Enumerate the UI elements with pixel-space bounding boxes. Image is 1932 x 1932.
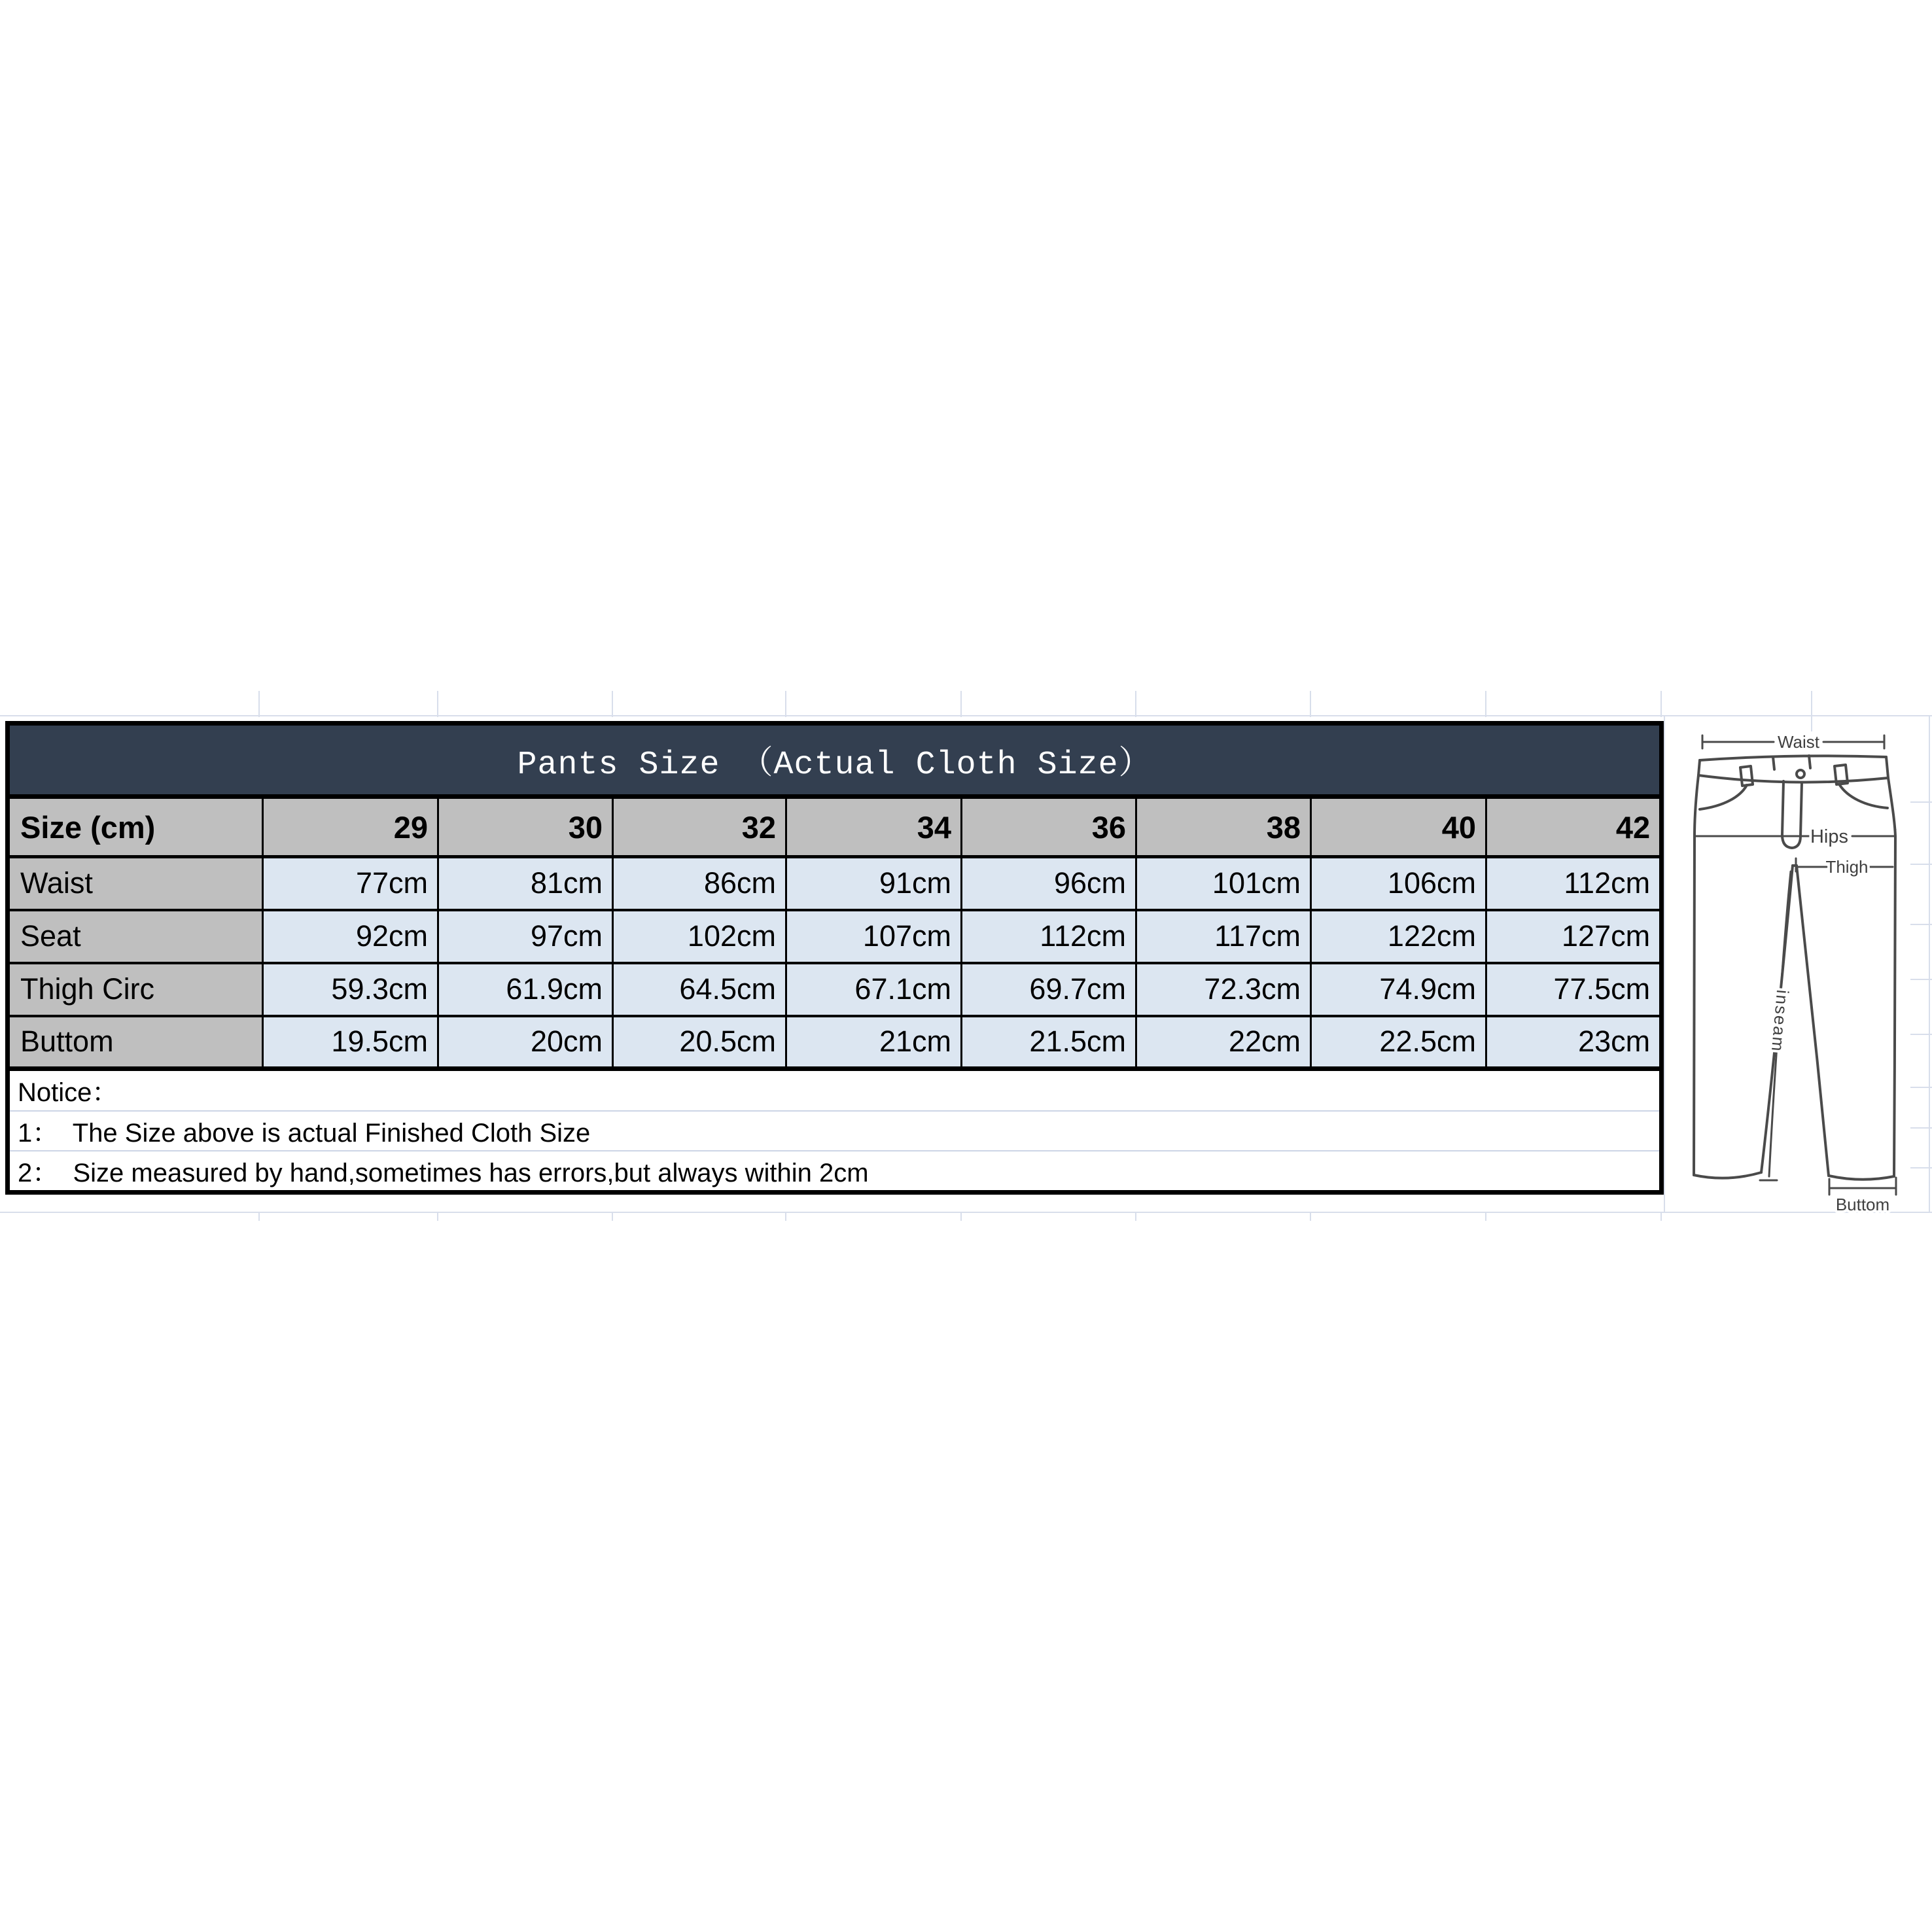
pocket-right: [1840, 785, 1888, 808]
measurement-cell: 77.5cm: [1486, 963, 1662, 1016]
sheet-gridline-tick: [1310, 691, 1311, 717]
measurement-cell: 19.5cm: [263, 1016, 438, 1069]
diagram-label-hips: Hips: [1810, 826, 1849, 847]
notice-line: 1： The Size above is actual Finished Cloth Size: [8, 1111, 1662, 1151]
measurement-cell: 127cm: [1486, 910, 1662, 963]
size-header-cell: 38: [1136, 797, 1311, 857]
size-header-cell: 29: [263, 797, 438, 857]
measurement-cell: 91cm: [786, 857, 962, 910]
size-header-cell: 40: [1311, 797, 1486, 857]
row-label: Buttom: [8, 1016, 263, 1069]
measurement-cell: 96cm: [962, 857, 1136, 910]
measurement-cell: 67.1cm: [786, 963, 962, 1016]
button: [1797, 770, 1804, 778]
measurement-cell: 22.5cm: [1311, 1016, 1486, 1069]
measurement-cell: 69.7cm: [962, 963, 1136, 1016]
size-header-row: [8, 797, 1662, 857]
measurement-cell: 81cm: [438, 857, 613, 910]
notice-heading-row: [8, 1069, 1662, 1111]
measurement-cell: 23cm: [1486, 1016, 1662, 1069]
measurement-cell: 61.9cm: [438, 963, 613, 1016]
size-chart-table: [5, 721, 1664, 1195]
size-table-body: [8, 724, 1662, 1193]
pants-waistband: [1698, 756, 1888, 786]
sheet-gridline-horizontal-bottom: [0, 1212, 1932, 1213]
size-header-label: Size (cm): [8, 797, 263, 857]
notice-line-row: [8, 1151, 1662, 1193]
sheet-gridline-tick: [437, 1213, 438, 1221]
measurement-cell: 20.5cm: [613, 1016, 786, 1069]
measurement-cell: 97cm: [438, 910, 613, 963]
measurement-cell: 86cm: [613, 857, 786, 910]
sheet-gridline-tick: [437, 691, 438, 717]
measurement-cell: 22cm: [1136, 1016, 1311, 1069]
sheet-gridline-tick: [258, 691, 260, 717]
thigh-measure: [1796, 857, 1893, 877]
sheet-gridline-tick: [1310, 1213, 1311, 1221]
measurement-cell: 21.5cm: [962, 1016, 1136, 1069]
sheet-gridline-tick: [1135, 1213, 1136, 1221]
measurement-cell: 64.5cm: [613, 963, 786, 1016]
sheet-gridline-horizontal-top: [0, 715, 1932, 716]
diagram-label-buttom: Buttom: [1835, 1195, 1890, 1214]
measurement-row: [8, 1016, 1662, 1069]
size-header-cell: 34: [786, 797, 962, 857]
sheet-gridline-tick: [785, 691, 786, 717]
hips-measure: [1695, 826, 1895, 847]
measurement-cell: 21cm: [786, 1016, 962, 1069]
buttom-measure: [1829, 1178, 1896, 1214]
row-label: Seat: [8, 910, 263, 963]
measurement-cell: 112cm: [962, 910, 1136, 963]
measurement-cell: 20cm: [438, 1016, 613, 1069]
table-title: Pants Size （Actual Cloth Size）: [8, 724, 1662, 797]
pants-diagram: [1662, 707, 1932, 1230]
title-row: [8, 724, 1662, 797]
measurement-cell: 72.3cm: [1136, 963, 1311, 1016]
pocket-left: [1700, 785, 1747, 809]
sheet-gridline-tick: [612, 1213, 613, 1221]
measurement-cell: 112cm: [1486, 857, 1662, 910]
size-header-cell: 32: [613, 797, 786, 857]
notice-line-row: [8, 1111, 1662, 1151]
size-header-cell: 30: [438, 797, 613, 857]
sheet-gridline-tick: [785, 1213, 786, 1221]
size-header-cell: 36: [962, 797, 1136, 857]
measurement-cell: 77cm: [263, 857, 438, 910]
measurement-cell: 106cm: [1311, 857, 1486, 910]
sheet-gridline-tick: [960, 1213, 962, 1221]
measurement-row: [8, 963, 1662, 1016]
measurement-cell: 117cm: [1136, 910, 1311, 963]
diagram-label-thigh: Thigh: [1825, 857, 1869, 877]
measurement-cell: 59.3cm: [263, 963, 438, 1016]
diagram-label-waist: Waist: [1777, 732, 1820, 752]
diagram-label-inseam: inseam: [1767, 989, 1793, 1053]
measurement-cell: 122cm: [1311, 910, 1486, 963]
sheet-gridline-tick: [960, 691, 962, 717]
sheet-gridline-tick: [1485, 691, 1486, 717]
row-label: Thigh Circ: [8, 963, 263, 1016]
belt-loop-left: [1740, 766, 1753, 786]
waist-measure: [1702, 732, 1884, 752]
measurement-row: [8, 910, 1662, 963]
measurement-cell: 74.9cm: [1311, 963, 1486, 1016]
notice-heading: Notice：: [8, 1069, 1662, 1111]
sheet-gridline-tick: [612, 691, 613, 717]
sheet-gridline-tick: [1485, 1213, 1486, 1221]
sheet-gridline-tick: [1135, 691, 1136, 717]
sheet-gridline-tick: [258, 1213, 260, 1221]
measurement-cell: 101cm: [1136, 857, 1311, 910]
measurement-row: [8, 857, 1662, 910]
notice-line: 2： Size measured by hand,sometimes has errors,but always within 2cm: [8, 1151, 1662, 1193]
measurement-cell: 102cm: [613, 910, 786, 963]
row-label: Waist: [8, 857, 263, 910]
measurement-cell: 107cm: [786, 910, 962, 963]
size-header-cell: 42: [1486, 797, 1662, 857]
pants-fly: [1782, 781, 1802, 848]
measurement-cell: 92cm: [263, 910, 438, 963]
